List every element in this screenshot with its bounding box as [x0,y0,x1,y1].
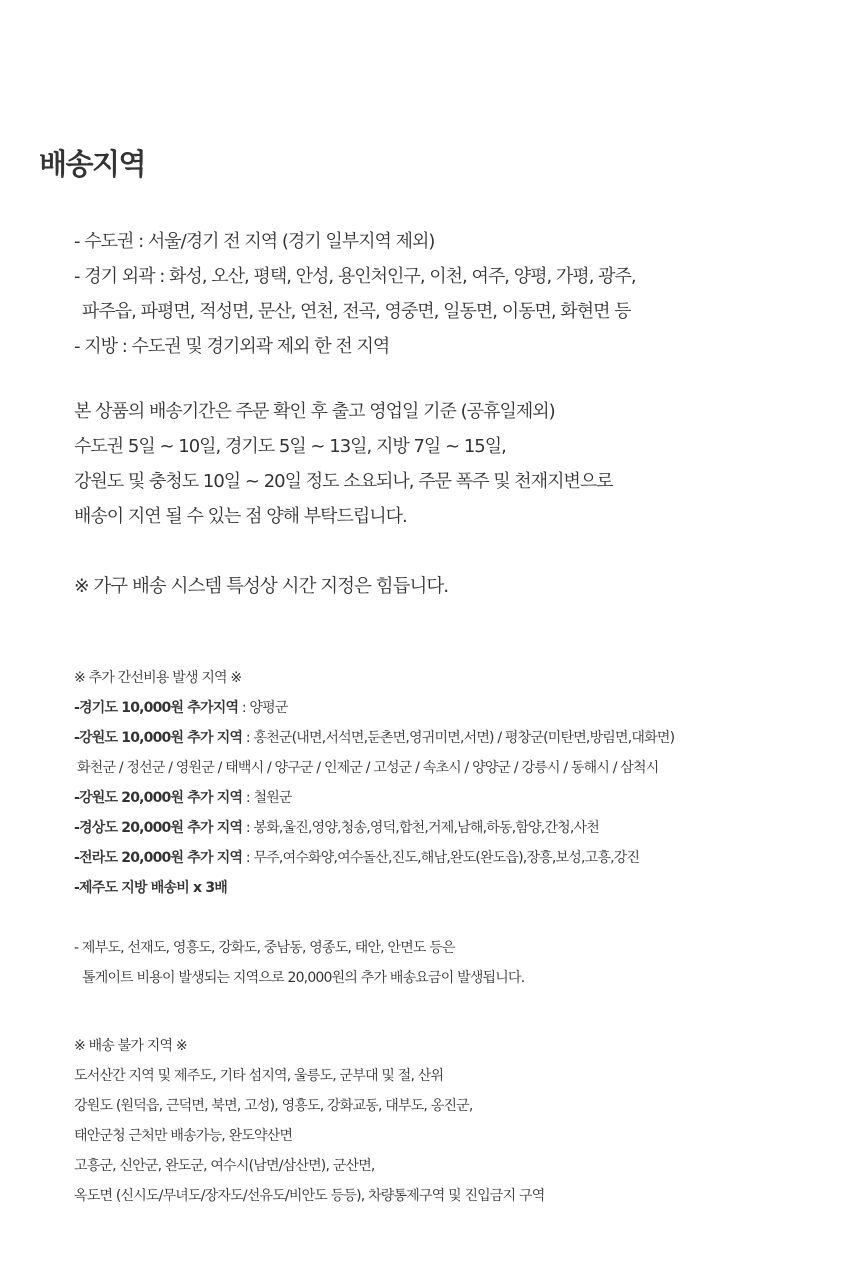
extra-cost-row [74,723,674,753]
region-line-gyeonggi-outer: - 경기 외곽 : 화성, 오산, 평택, 안성, 용인처인구, 이천, 여주, 양평, 가평, 광주, [74,266,636,287]
extra-cost-value: : 봉화,울진,영양,청송,영덕,합천,거제,남해,하동,함양,간청,사천 [242,820,599,836]
unavailable-line: 고흥군, 신안군, 완도군, 여수시(남면/삼산면), 군산면, [74,1158,375,1174]
extra-cost-value: 화천군 / 정선군 / 영원군 / 태백시 / 양구군 / 인제군 / 고성군 / 속초시 / 양양군 / 강릉시 / 동해시 / 삼척시 [77,760,659,776]
region-line-provinces: - 지방 : 수도권 및 경기외곽 제외 한 전 지역 [74,336,390,357]
extra-cost-label: -강원도 20,000원 추가 지역 [74,790,243,806]
unavailable-line: 옥도면 (신시도/무녀도/장자도/선유도/비안도 등등), 차량통제구역 및 진입금지 구역 [74,1188,545,1204]
extra-cost-row [74,873,674,903]
extra-cost-label: -제주도 지방 배송비 x 3배 [74,880,227,896]
extra-cost-row [74,783,674,813]
extra-cost-label: -경상도 20,000원 추가 지역 [74,820,243,836]
island-line: 톨게이트 비용이 발생되는 지역으로 20,000원의 추가 배송요금이 발생됩니다. [82,970,525,986]
period-line: 본 상품의 배송기간은 주문 확인 후 출고 영업일 기준 (공휴일제외) [74,401,555,422]
unavailable-line: 도서산간 지역 및 제주도, 기타 섬지역, 울릉도, 군부대 및 절, 산위 [74,1068,444,1084]
island-toll-section [74,933,524,993]
extra-cost-row [74,843,674,873]
region-line-gyeonggi-outer-cont: 파주읍, 파평면, 적성면, 문산, 연천, 전곡, 영중면, 일동면, 이동면, 화현면 등 [82,301,631,322]
extra-cost-value: : 양평군 [238,700,288,716]
unavailable-line: 태안군청 근처만 배송가능, 완도약산면 [74,1128,293,1144]
island-line: - 제부도, 선재도, 영흥도, 강화도, 중남동, 영종도, 태안, 안면도 등은 [74,940,455,956]
period-line: 배송이 지연 될 수 있는 점 양해 부탁드립니다. [74,506,407,527]
extra-cost-row [74,693,674,723]
time-notice: ※ 가구 배송 시스템 특성상 시간 지정은 힘듭니다. [74,576,449,597]
unavailable-line: 강원도 (원덕읍, 근덕면, 북면, 고성), 영흥도, 강화교동, 대부도, 옹진군, [74,1098,473,1114]
extra-cost-value: : 철원군 [242,790,292,806]
extra-cost-label: -경기도 10,000원 추가지역 [74,700,239,716]
region-line-capital: - 수도권 : 서울/경기 전 지역 (경기 일부지역 제외) [74,231,435,252]
extra-cost-section [74,663,674,903]
shipping-period [74,394,613,534]
extra-cost-value: : 홍천군(내면,서석면,둔촌면,영귀미면,서면) / 평창군(미탄면,방림면,대화면) [242,730,675,746]
shipping-regions [74,224,636,364]
extra-cost-label: -전라도 20,000원 추가 지역 [74,850,243,866]
period-line: 수도권 5일 ~ 10일, 경기도 5일 ~ 13일, 지방 7일 ~ 15일, [74,436,506,457]
extra-cost-row [74,753,674,783]
period-line: 강원도 및 충청도 10일 ~ 20일 정도 소요되나, 주문 폭주 및 천재지변으로 [74,471,613,492]
page-title: 배송지역 [39,147,146,181]
unavailable-heading: ※ 배송 불가 지역 ※ [74,1038,187,1054]
extra-cost-label: -강원도 10,000원 추가 지역 [74,730,243,746]
extra-cost-heading: ※ 추가 간선비용 발생 지역 ※ [74,670,242,686]
extra-cost-value: : 무주,여수화양,여수돌산,진도,해남,완도(완도읍),장흥,보성,고흥,강진 [242,850,640,866]
extra-cost-row [74,813,674,843]
unavailable-section [74,1031,544,1211]
